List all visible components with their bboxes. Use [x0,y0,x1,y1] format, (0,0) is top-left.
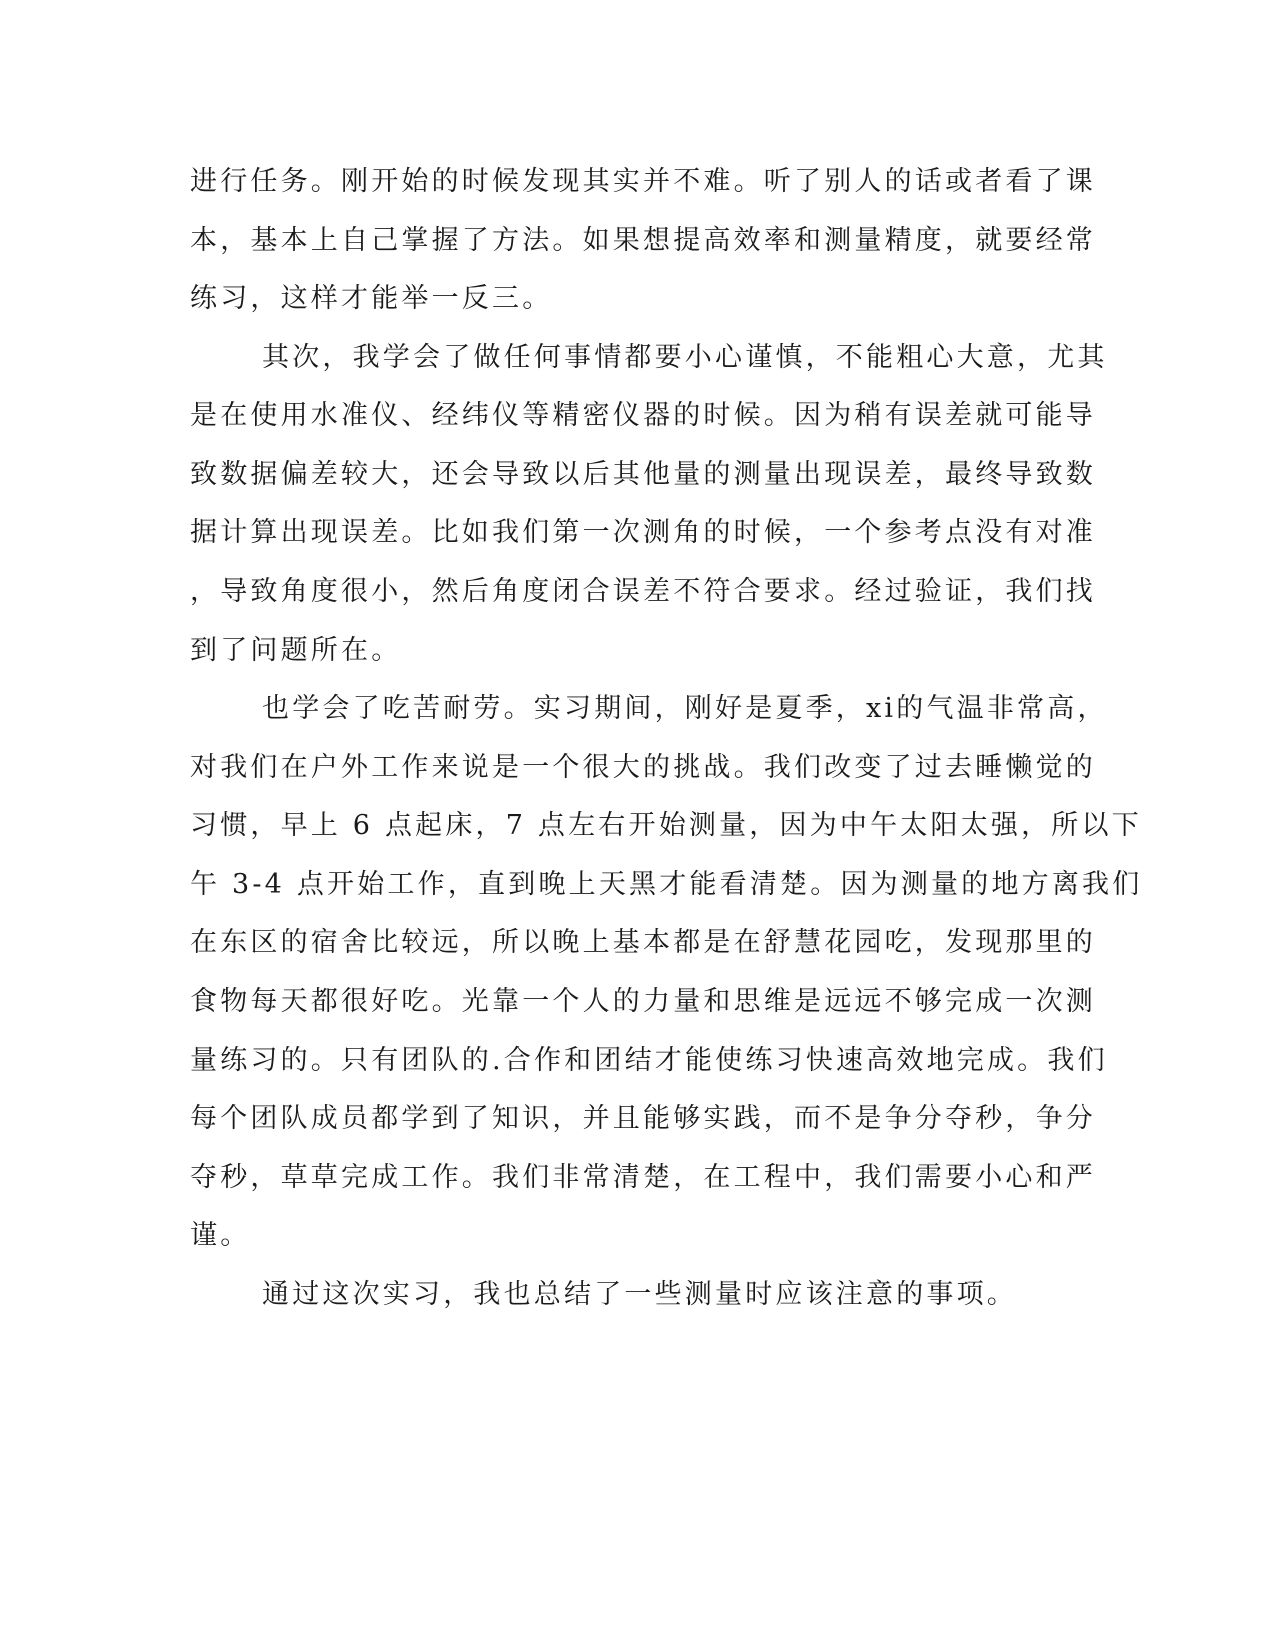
text-line: 习惯，早上 6 点起床，7 点左右开始测量，因为中午太阳太强，所以下 [190,810,1142,841]
text-line: 练习，这样才能举一反三。 [190,283,553,314]
text-line: ，导致角度很小，然后角度闭合误差不符合要求。经过验证，我们找 [190,576,1096,607]
text-line: 据计算出现误差。比如我们第一次测角的时候，一个参考点没有对准 [190,517,1096,548]
text-line: 夺秒，草草完成工作。我们非常清楚，在工程中，我们需要小心和严 [190,1162,1096,1193]
text-line: 每个团队成员都学到了知识，并且能够实践，而不是争分夺秒，争分 [190,1103,1096,1134]
paragraph-start-line: 其次，我学会了做任何事情都要小心谨慎，不能粗心大意，尤其 [262,342,1108,373]
text-line: 谨。 [190,1220,251,1251]
text-line: 是在使用水准仪、经纬仪等精密仪器的时候。因为稍有误差就可能导 [190,400,1096,431]
text-line: 本，基本上自己掌握了方法。如果想提高效率和测量精度，就要经常 [190,225,1096,256]
text-line: 午 3-4 点开始工作，直到晚上天黑才能看清楚。因为测量的地方离我们 [190,869,1143,900]
text-line: 在东区的宿舍比较远，所以晚上基本都是在舒慧花园吃，发现那里的 [190,927,1096,958]
text-line: 致数据偏差较大，还会导致以后其他量的测量出现误差，最终导致数 [190,459,1096,490]
paragraph-start-line: 通过这次实习，我也总结了一些测量时应该注意的事项。 [262,1279,1017,1310]
text-line: 对我们在户外工作来说是一个很大的挑战。我们改变了过去睡懒觉的 [190,752,1096,783]
paragraph-start-line: 也学会了吃苦耐劳。实习期间，刚好是夏季，xi的气温非常高， [262,693,1108,724]
text-line: 食物每天都很好吃。光靠一个人的力量和思维是远远不够完成一次测 [190,986,1096,1017]
text-line: 进行任务。刚开始的时候发现其实并不难。听了别人的话或者看了课 [190,166,1096,197]
text-line: 量练习的。只有团队的.合作和团结才能使练习快速高效地完成。我们 [190,1045,1108,1076]
text-line: 到了问题所在。 [190,635,402,666]
